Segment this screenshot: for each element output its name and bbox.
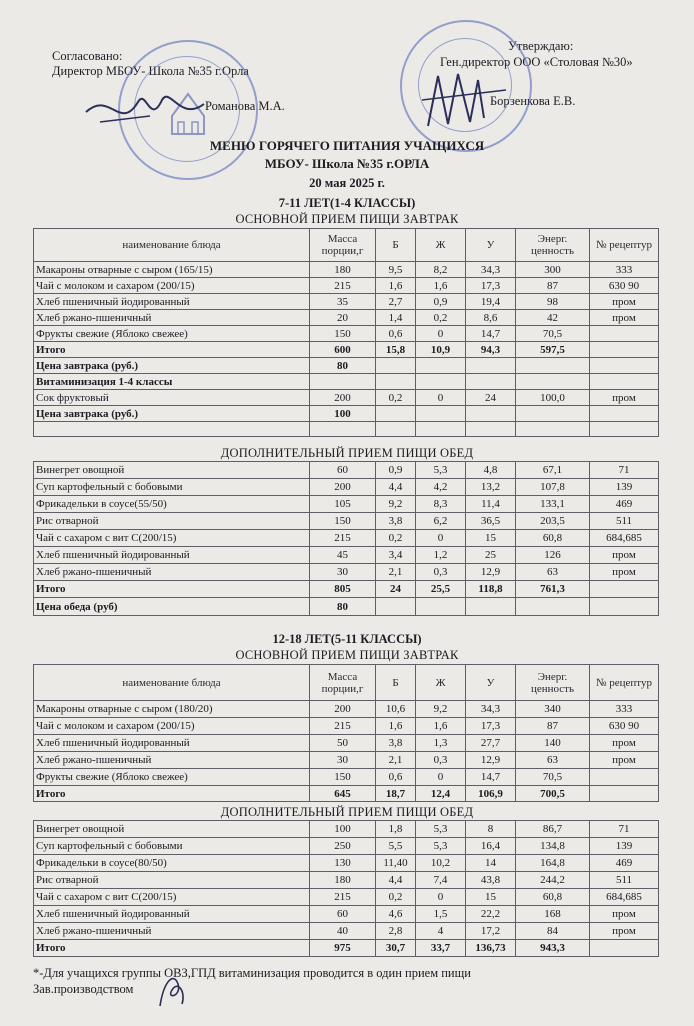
cell-mass: 30 xyxy=(310,752,376,769)
table-row-total xyxy=(34,342,659,358)
cell-recipe: пром xyxy=(590,923,659,940)
cell-recipe: 139 xyxy=(590,838,659,855)
cell-u: 27,7 xyxy=(466,735,516,752)
cell-b: 5,5 xyxy=(376,838,416,855)
cell-u: 19,4 xyxy=(466,294,516,310)
cell-u: 8 xyxy=(466,821,516,838)
cell-b: 0,2 xyxy=(376,889,416,906)
cell-zh: 5,3 xyxy=(416,838,466,855)
table-row xyxy=(34,547,659,564)
cell-mass: 105 xyxy=(310,496,376,513)
cell-mass: 215 xyxy=(310,278,376,294)
total-recipe xyxy=(590,786,659,802)
menu-title: МЕНЮ ГОРЯЧЕГО ПИТАНИЯ УЧАЩИХСЯ xyxy=(209,138,485,153)
cell-b: 3,8 xyxy=(376,735,416,752)
total-zh: 33,7 xyxy=(416,940,466,957)
table-row xyxy=(34,326,659,342)
cell-u: 25 xyxy=(466,547,516,564)
cell-recipe: пром xyxy=(590,310,659,326)
cell-energy: 63 xyxy=(516,752,590,769)
col-name-header: наименование блюда xyxy=(34,229,310,262)
cell-energy: 87 xyxy=(516,718,590,735)
cell-dish: Фрикадельки в соусе(80/50) xyxy=(34,855,310,872)
group1-age: 7-11 ЛЕТ(1-4 КЛАССЫ) xyxy=(278,196,416,210)
cell-b: 3,8 xyxy=(376,513,416,530)
school-name: МБОУ- Школа №35 г.ОРЛА xyxy=(264,156,430,171)
table-row-vitamin xyxy=(34,390,659,406)
cell-dish: Хлеб пшеничный йодированный xyxy=(34,294,310,310)
cell-mass: 45 xyxy=(310,547,376,564)
group1-lunch-title: ДОПОЛНИТЕЛЬНЫЙ ПРИЕМ ПИЩИ ОБЕД xyxy=(220,446,474,460)
cell-mass: 215 xyxy=(310,889,376,906)
cell-dish: Чай с сахаром с вит С(200/15) xyxy=(34,889,310,906)
cell-u: 34,3 xyxy=(466,701,516,718)
cell-u: 16,4 xyxy=(466,838,516,855)
table-row xyxy=(34,855,659,872)
price-label: Цена завтрака (руб.) xyxy=(34,358,310,374)
table-row-total xyxy=(34,581,659,598)
col-zh-header: Ж xyxy=(416,665,466,701)
approval-right-position: Ген.директор ООО «Столовая №30» xyxy=(440,55,633,69)
table-row xyxy=(34,564,659,581)
cell-zh: 0,9 xyxy=(416,294,466,310)
total-energy: 761,3 xyxy=(516,581,590,598)
cell-energy: 134,8 xyxy=(516,838,590,855)
table-row xyxy=(34,530,659,547)
signoff-label: Зав.производством xyxy=(33,982,134,996)
cell-u: 11,4 xyxy=(466,496,516,513)
cell-b: 1,4 xyxy=(376,310,416,326)
table-row xyxy=(34,889,659,906)
cell-recipe: 511 xyxy=(590,513,659,530)
cell-energy: 300 xyxy=(516,262,590,278)
group1-lunch-table xyxy=(33,461,659,616)
cell-zh: 1,6 xyxy=(416,718,466,735)
table-row xyxy=(34,821,659,838)
cell-zh: 4 xyxy=(416,923,466,940)
total-u: 94,3 xyxy=(466,342,516,358)
col-zh-header: Ж xyxy=(416,229,466,262)
cell-recipe: 333 xyxy=(590,262,659,278)
cell-b: 4,4 xyxy=(376,479,416,496)
cell-energy: 107,8 xyxy=(516,479,590,496)
cell-u: 15 xyxy=(466,530,516,547)
cell-energy: 67,1 xyxy=(516,462,590,479)
vitamin-price-label: Цена завтрака (руб.) xyxy=(34,406,310,422)
cell-zh: 1,6 xyxy=(416,278,466,294)
cell-b: 2,7 xyxy=(376,294,416,310)
cell-recipe: 684,685 xyxy=(590,530,659,547)
approval-left-name: Романова М.А. xyxy=(205,99,285,113)
cell-recipe xyxy=(590,326,659,342)
cell-dish: Хлеб ржано-пшеничный xyxy=(34,564,310,581)
cell-energy: 133,1 xyxy=(516,496,590,513)
cell-recipe: 630 90 xyxy=(590,278,659,294)
cell-energy: 164,8 xyxy=(516,855,590,872)
total-b: 15,8 xyxy=(376,342,416,358)
cell-mass: 180 xyxy=(310,262,376,278)
cell-recipe: 333 xyxy=(590,701,659,718)
total-mass: 975 xyxy=(310,940,376,957)
approval-right-name: Борзенкова Е.В. xyxy=(490,94,576,108)
vitamin-price-value: 100 xyxy=(310,406,376,422)
cell-recipe: пром xyxy=(590,906,659,923)
cell-u: 17,3 xyxy=(466,278,516,294)
table-row xyxy=(34,838,659,855)
cell-recipe: 139 xyxy=(590,479,659,496)
cell-zh: 5,3 xyxy=(416,821,466,838)
cell-mass: 100 xyxy=(310,821,376,838)
price-value: 80 xyxy=(310,598,376,616)
cell-dish: Рис отварной xyxy=(34,872,310,889)
cell-u: 4,8 xyxy=(466,462,516,479)
cell-recipe: пром xyxy=(590,752,659,769)
footnote: *-Для учащихся группы ОВЗ,ГПД витаминизация проводится в один прием пищи xyxy=(33,966,471,980)
table-row xyxy=(34,479,659,496)
price-label: Цена обеда (руб) xyxy=(34,598,310,616)
cell-energy: 63 xyxy=(516,564,590,581)
total-u: 118,8 xyxy=(466,581,516,598)
cell-mass: 200 xyxy=(310,479,376,496)
cell-recipe: 511 xyxy=(590,872,659,889)
cell-zh: 0 xyxy=(416,326,466,342)
cell-zh: 5,3 xyxy=(416,462,466,479)
cell-mass: 250 xyxy=(310,838,376,855)
cell-dish: Макароны отварные с сыром (180/20) xyxy=(34,701,310,718)
cell-zh: 0 xyxy=(416,889,466,906)
group2-age: 12-18 ЛЕТ(5-11 КЛАССЫ) xyxy=(272,632,422,646)
cell-energy: 87 xyxy=(516,278,590,294)
cell-dish: Рис отварной xyxy=(34,513,310,530)
cell-b: 0,6 xyxy=(376,326,416,342)
table-row-price xyxy=(34,358,659,374)
table-row xyxy=(34,278,659,294)
cell-mass: 215 xyxy=(310,530,376,547)
cell-energy: 42 xyxy=(516,310,590,326)
col-energy-header: Энерг. ценность xyxy=(516,665,590,701)
cell-dish: Винегрет овощной xyxy=(34,462,310,479)
cell-dish: Хлеб пшеничный йодированный xyxy=(34,906,310,923)
total-mass: 600 xyxy=(310,342,376,358)
cell-dish: Суп картофельный с бобовыми xyxy=(34,479,310,496)
cell-mass: 200 xyxy=(310,701,376,718)
table-row xyxy=(34,496,659,513)
cell-zh: 1,5 xyxy=(416,906,466,923)
cell-mass: 60 xyxy=(310,462,376,479)
menu-date: 20 мая 2025 г. xyxy=(309,176,385,190)
cell-zh: 1,3 xyxy=(416,735,466,752)
col-name-header: наименование блюда xyxy=(34,665,310,701)
cell-recipe: 469 xyxy=(590,496,659,513)
cell-recipe: пром xyxy=(590,294,659,310)
cell-energy: 86,7 xyxy=(516,821,590,838)
cell-b: 10,6 xyxy=(376,701,416,718)
cell-zh: 10,2 xyxy=(416,855,466,872)
cell-dish: Хлеб пшеничный йодированный xyxy=(34,547,310,564)
cell-zh: 8,2 xyxy=(416,262,466,278)
cell-dish: Чай с сахаром с вит С(200/15) xyxy=(34,530,310,547)
cell-dish: Хлеб пшеничный йодированный xyxy=(34,735,310,752)
cell-b: 9,2 xyxy=(376,496,416,513)
col-mass-header: Масса порции,г xyxy=(310,229,376,262)
cell-zh: 1,2 xyxy=(416,547,466,564)
cell-mass: 20 xyxy=(310,310,376,326)
table-row xyxy=(34,718,659,735)
table-row xyxy=(34,462,659,479)
cell-energy: 60,8 xyxy=(516,530,590,547)
total-b: 24 xyxy=(376,581,416,598)
cell-energy: 84 xyxy=(516,923,590,940)
vitamin-energy: 100,0 xyxy=(516,390,590,406)
total-recipe xyxy=(590,940,659,957)
vitamin-b: 0,2 xyxy=(376,390,416,406)
cell-recipe: 71 xyxy=(590,462,659,479)
cell-b: 4,4 xyxy=(376,872,416,889)
table-row xyxy=(34,513,659,530)
cell-dish: Фрукты свежие (Яблоко свежее) xyxy=(34,769,310,786)
table-row xyxy=(34,294,659,310)
cell-u: 17,3 xyxy=(466,718,516,735)
table-header-row xyxy=(34,229,659,262)
cell-mass: 215 xyxy=(310,718,376,735)
cell-b: 11,40 xyxy=(376,855,416,872)
cell-zh: 0 xyxy=(416,769,466,786)
cell-b: 9,5 xyxy=(376,262,416,278)
cell-zh: 4,2 xyxy=(416,479,466,496)
total-mass: 805 xyxy=(310,581,376,598)
group1-breakfast-title: ОСНОВНОЙ ПРИЕМ ПИЩИ ЗАВТРАК xyxy=(235,212,459,226)
cell-zh: 0 xyxy=(416,530,466,547)
cell-energy: 98 xyxy=(516,294,590,310)
total-zh: 25,5 xyxy=(416,581,466,598)
total-zh: 12,4 xyxy=(416,786,466,802)
cell-energy: 244,2 xyxy=(516,872,590,889)
table-row xyxy=(34,923,659,940)
cell-dish: Фрикадельки в соусе(55/50) xyxy=(34,496,310,513)
cell-dish: Суп картофельный с бобовыми xyxy=(34,838,310,855)
cell-dish: Винегрет овощной xyxy=(34,821,310,838)
cell-dish: Чай с молоком и сахаром (200/15) xyxy=(34,718,310,735)
cell-zh: 0,3 xyxy=(416,564,466,581)
cell-b: 1,6 xyxy=(376,278,416,294)
cell-mass: 50 xyxy=(310,735,376,752)
table-row-total xyxy=(34,786,659,802)
cell-b: 3,4 xyxy=(376,547,416,564)
price-value: 80 xyxy=(310,358,376,374)
cell-u: 22,2 xyxy=(466,906,516,923)
total-zh: 10,9 xyxy=(416,342,466,358)
cell-b: 0,9 xyxy=(376,462,416,479)
table-row-total xyxy=(34,940,659,957)
cell-recipe: 71 xyxy=(590,821,659,838)
cell-zh: 0,3 xyxy=(416,752,466,769)
cell-b: 2,1 xyxy=(376,752,416,769)
table-row-price xyxy=(34,598,659,616)
vitamin-u: 24 xyxy=(466,390,516,406)
cell-dish: Фрукты свежие (Яблоко свежее) xyxy=(34,326,310,342)
total-u: 106,9 xyxy=(466,786,516,802)
cell-b: 4,6 xyxy=(376,906,416,923)
approval-left-position: Директор МБОУ- Школа №35 г.Орла xyxy=(52,64,249,78)
cell-u: 17,2 xyxy=(466,923,516,940)
approval-right-label: Утверждаю: xyxy=(508,39,574,53)
cell-dish: Чай с молоком и сахаром (200/15) xyxy=(34,278,310,294)
cell-b: 1,6 xyxy=(376,718,416,735)
cell-b: 1,8 xyxy=(376,821,416,838)
table-row xyxy=(34,906,659,923)
total-label: Итого xyxy=(34,342,310,358)
cell-zh: 0,2 xyxy=(416,310,466,326)
cell-zh: 8,3 xyxy=(416,496,466,513)
cell-mass: 150 xyxy=(310,513,376,530)
table-row xyxy=(34,752,659,769)
cell-energy: 60,8 xyxy=(516,889,590,906)
total-b: 30,7 xyxy=(376,940,416,957)
cell-recipe: пром xyxy=(590,564,659,581)
cell-zh: 9,2 xyxy=(416,701,466,718)
cell-recipe xyxy=(590,769,659,786)
total-energy: 700,5 xyxy=(516,786,590,802)
col-u-header: У xyxy=(466,229,516,262)
cell-recipe: 469 xyxy=(590,855,659,872)
cell-zh: 7,4 xyxy=(416,872,466,889)
cell-b: 0,6 xyxy=(376,769,416,786)
cell-mass: 30 xyxy=(310,564,376,581)
cell-u: 14,7 xyxy=(466,326,516,342)
cell-b: 2,8 xyxy=(376,923,416,940)
col-energy-header: Энерг. ценность xyxy=(516,229,590,262)
cell-energy: 203,5 xyxy=(516,513,590,530)
total-mass: 645 xyxy=(310,786,376,802)
cell-energy: 340 xyxy=(516,701,590,718)
cell-mass: 40 xyxy=(310,923,376,940)
col-recipe-header: № рецептур xyxy=(590,229,659,262)
cell-u: 34,3 xyxy=(466,262,516,278)
cell-mass: 180 xyxy=(310,872,376,889)
group2-breakfast-title: ОСНОВНОЙ ПРИЕМ ПИЩИ ЗАВТРАК xyxy=(235,648,459,662)
cell-u: 15 xyxy=(466,889,516,906)
col-recipe-header: № рецептур xyxy=(590,665,659,701)
signature-right-icon xyxy=(418,66,513,136)
cell-recipe: пром xyxy=(590,735,659,752)
cell-energy: 140 xyxy=(516,735,590,752)
table-row xyxy=(34,769,659,786)
table-row xyxy=(34,872,659,889)
table-row xyxy=(34,701,659,718)
cell-mass: 130 xyxy=(310,855,376,872)
vitamin-zh: 0 xyxy=(416,390,466,406)
cell-recipe: 684,685 xyxy=(590,889,659,906)
approval-left-label: Согласовано: xyxy=(52,49,123,63)
cell-mass: 60 xyxy=(310,906,376,923)
group2-breakfast-table xyxy=(33,664,659,802)
cell-u: 12,9 xyxy=(466,752,516,769)
cell-recipe: 630 90 xyxy=(590,718,659,735)
table-row xyxy=(34,262,659,278)
group1-breakfast-table xyxy=(33,228,659,437)
table-row xyxy=(34,310,659,326)
signature-left-icon xyxy=(80,82,210,138)
total-energy: 597,5 xyxy=(516,342,590,358)
total-label: Итого xyxy=(34,581,310,598)
cell-dish: Хлеб ржано-пшеничный xyxy=(34,310,310,326)
table-row-price xyxy=(34,406,659,422)
cell-energy: 70,5 xyxy=(516,769,590,786)
table-row-empty xyxy=(34,422,659,437)
table-header-row xyxy=(34,665,659,701)
vitamin-recipe: пром xyxy=(590,390,659,406)
cell-mass: 150 xyxy=(310,326,376,342)
cell-dish: Хлеб ржано-пшеничный xyxy=(34,752,310,769)
total-label: Итого xyxy=(34,940,310,957)
cell-mass: 150 xyxy=(310,769,376,786)
vitamin-dish: Сок фруктовый xyxy=(34,390,310,406)
cell-mass: 35 xyxy=(310,294,376,310)
group2-lunch-table xyxy=(33,820,659,957)
cell-zh: 6,2 xyxy=(416,513,466,530)
cell-u: 12,9 xyxy=(466,564,516,581)
group2-lunch-title: ДОПОЛНИТЕЛЬНЫЙ ПРИЕМ ПИЩИ ОБЕД xyxy=(220,805,474,819)
table-row-vitamin-label xyxy=(34,374,659,390)
table-row xyxy=(34,735,659,752)
total-u: 136,73 xyxy=(466,940,516,957)
cell-u: 14,7 xyxy=(466,769,516,786)
cell-recipe: пром xyxy=(590,547,659,564)
vitamin-mass: 200 xyxy=(310,390,376,406)
cell-b: 0,2 xyxy=(376,530,416,547)
total-recipe xyxy=(590,342,659,358)
cell-dish: Хлеб ржано-пшеничный xyxy=(34,923,310,940)
signature-chef-icon xyxy=(152,970,192,1010)
col-b-header: Б xyxy=(376,229,416,262)
total-label: Итого xyxy=(34,786,310,802)
total-b: 18,7 xyxy=(376,786,416,802)
cell-u: 13,2 xyxy=(466,479,516,496)
cell-u: 43,8 xyxy=(466,872,516,889)
vitamin-label: Витаминизация 1-4 классы xyxy=(34,374,310,390)
col-u-header: У xyxy=(466,665,516,701)
cell-u: 14 xyxy=(466,855,516,872)
col-b-header: Б xyxy=(376,665,416,701)
cell-u: 8,6 xyxy=(466,310,516,326)
total-recipe xyxy=(590,581,659,598)
cell-energy: 126 xyxy=(516,547,590,564)
cell-energy: 70,5 xyxy=(516,326,590,342)
cell-dish: Макароны отварные с сыром (165/15) xyxy=(34,262,310,278)
cell-energy: 168 xyxy=(516,906,590,923)
col-mass-header: Масса порции,г xyxy=(310,665,376,701)
cell-u: 36,5 xyxy=(466,513,516,530)
total-energy: 943,3 xyxy=(516,940,590,957)
cell-b: 2,1 xyxy=(376,564,416,581)
